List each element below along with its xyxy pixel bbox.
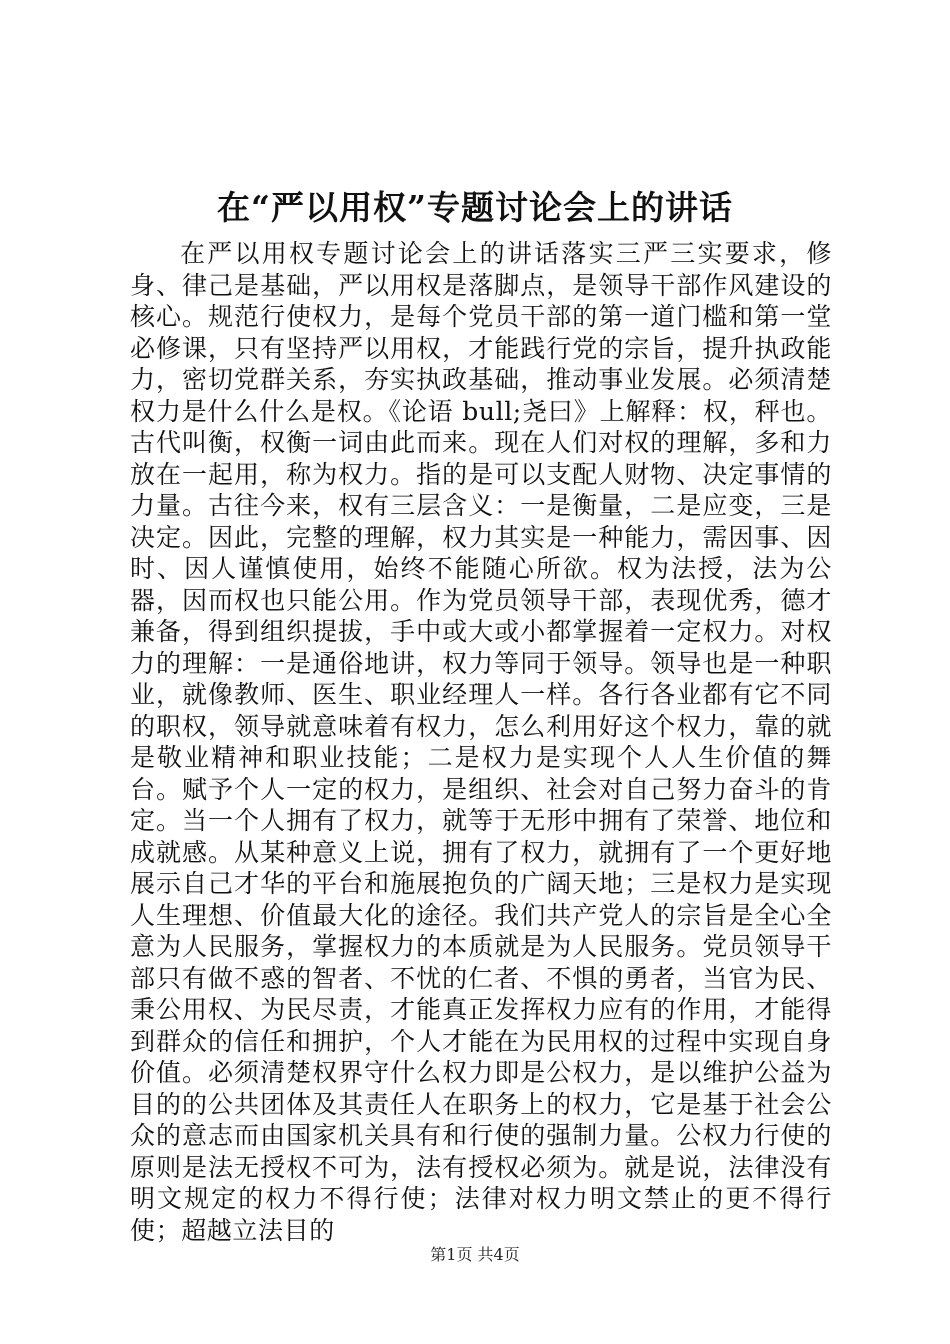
page-number-footer: 第1页 共4页: [430, 1245, 520, 1264]
document-body-paragraph: 在严以用权专题讨论会上的讲话落实三严三实要求，修身、律己是基础，严以用权是落脚点，是领导干部作风建设的核心。规范行使权力，是每个党员干部的第一道门槛和第一堂必修课，只有坚持严以用权，才能践行党的宗旨，提升执政能力，密切党群关系，夯实执政基础，推动事业发展。必须清楚权力是什么什么是权。《论语 bull;尧曰》上解释：权，秤也。古代叫衡，权衡一词由此而来。现在人们对权的理解，多和力放在一起用，称为权力。指的是可以支配人财物、决定事情的力量。古往今来，权有三层含义：一是衡量，二是应变，三是决定。因此，完整的理解，权力其实是一种能力，需因事、因时、因人谨慎使用，始终不能随心所欲。权为法授，法为公器，因而权也只能公用。作为党员领导干部，表现优秀，德才兼备，得到组织提拔，手中或大或小都掌握着一定权力。对权力的理解：一是通俗地讲，权力等同于领导。领导也是一种职业，就像教师、医生、职业经理人一样。各行各业都有它不同的职权，领导就意味着有权力，怎么利用好这个权力，靠的就是敬业精神和职业技能；二是权力是实现个人人生价值的舞台。赋予个人一定的权力，是组织、社会对自己努力奋斗的肯定。当一个人拥有了权力，就等于无形中拥有了荣誉、地位和成就感。从某种意义上说，拥有了权力，就拥有了一个更好地展示自己才华的平台和施展抱负的广阔天地；三是权力是实现人生理想、价值最大化的途径。我们共产党人的宗旨是全心全意为人民服务，掌握权力的本质就是为人民服务。党员领导干部只有做不惑的智者、不忧的仁者、不惧的勇者，当官为民、秉公用权、为民尽责，才能真正发挥权力应有的作用，才能得到群众的信任和拥护，个人才能在为民用权的过程中实现自身价值。必须清楚权界守什么权力即是公权力，是以维护公益为目的的公共团体及其责任人在职务上的权力，它是基于社会公众的意志而由国家机关具有和行使的强制力量。公权力行使的原则是法无授权不可为，法有授权必须为。就是说，法律没有明文规定的权力不得行使；法律对权力明文禁止的更不得行使；超越立法目的: [130, 239, 832, 1245]
document-title: 在“严以用权”专题讨论会上的讲话: [217, 188, 733, 227]
